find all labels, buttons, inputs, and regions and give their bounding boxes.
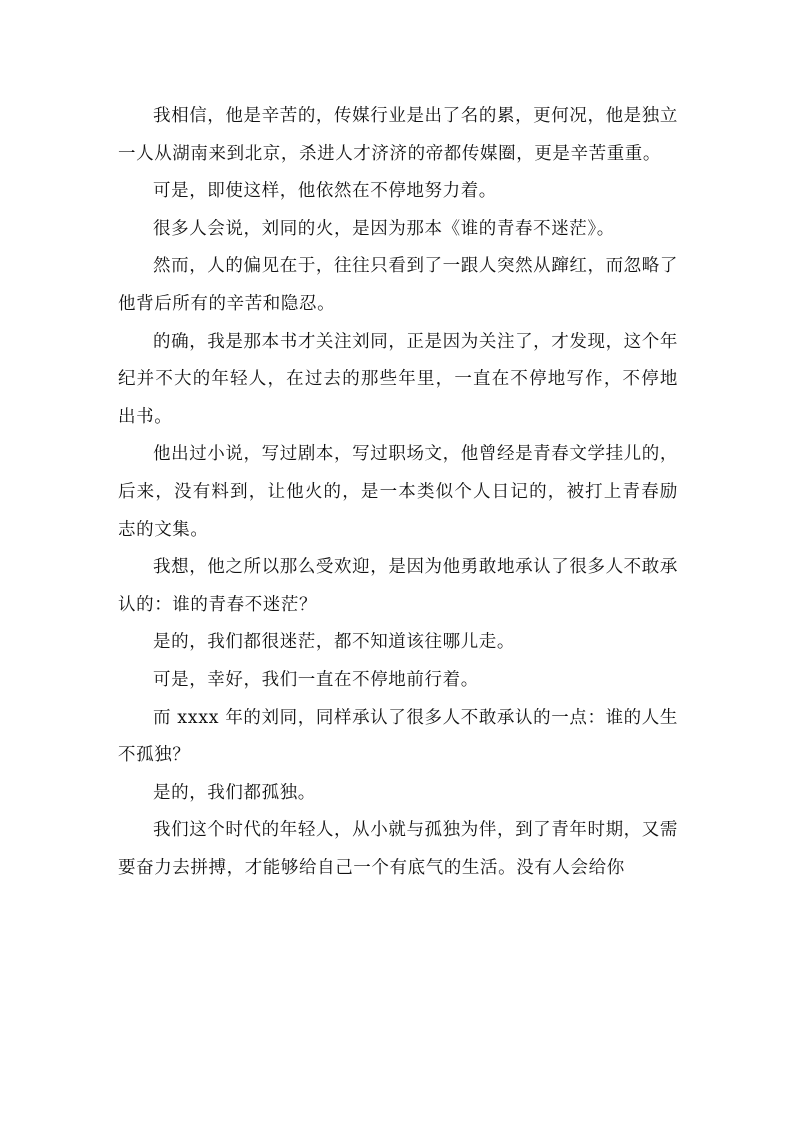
paragraph: 我们这个时代的年轻人，从小就与孤独为伴，到了青年时期，又需要奋力去拼搏，才能够给自己一个有底气的生活。没有人会给你 — [118, 820, 678, 878]
paragraph: 是的，我们都孤独。 — [153, 782, 316, 803]
paragraph: 的确，我是那本书才关注刘同，正是因为关注了，才发现，这个年纪并不大的年轻人，在过去的那些年里，一直在不停地写作，不停地出书。 — [118, 331, 678, 427]
paragraph: 他出过小说，写过剧本，写过职场文，他曾经是青春文学挂儿的，后来，没有料到，让他火的，是一本类似个人日记的，被打上青春励志的文集。 — [118, 444, 678, 540]
paragraph: 我相信，他是辛苦的，传媒行业是出了名的累，更何况，他是独立一人从湖南来到北京，杀进人才济济的帝都传媒圈，更是辛苦重重。 — [118, 106, 678, 164]
paragraph: 可是，即使这样，他依然在不停地努力着。 — [153, 181, 497, 202]
paragraph: 然而，人的偏见在于，往往只看到了一跟人突然从蹿红，而忽略了他背后所有的辛苦和隐忍。 — [118, 256, 678, 314]
document-body — [118, 98, 678, 887]
paragraph: 可是，幸好，我们一直在不停地前行着。 — [153, 669, 479, 690]
paragraph: 很多人会说，刘同的火，是因为那本《谁的青春不迷茫》。 — [153, 218, 615, 239]
paragraph: 我想，他之所以那么受欢迎，是因为他勇敢地承认了很多人不敢承认的：谁的青春不迷茫？ — [118, 557, 678, 615]
paragraph: 是的，我们都很迷茫，都不知道该往哪儿走。 — [153, 632, 515, 653]
paragraph: 而 xxxx 年的刘同，同样承认了很多人不敢承认的一点：谁的人生不孤独？ — [118, 707, 678, 766]
